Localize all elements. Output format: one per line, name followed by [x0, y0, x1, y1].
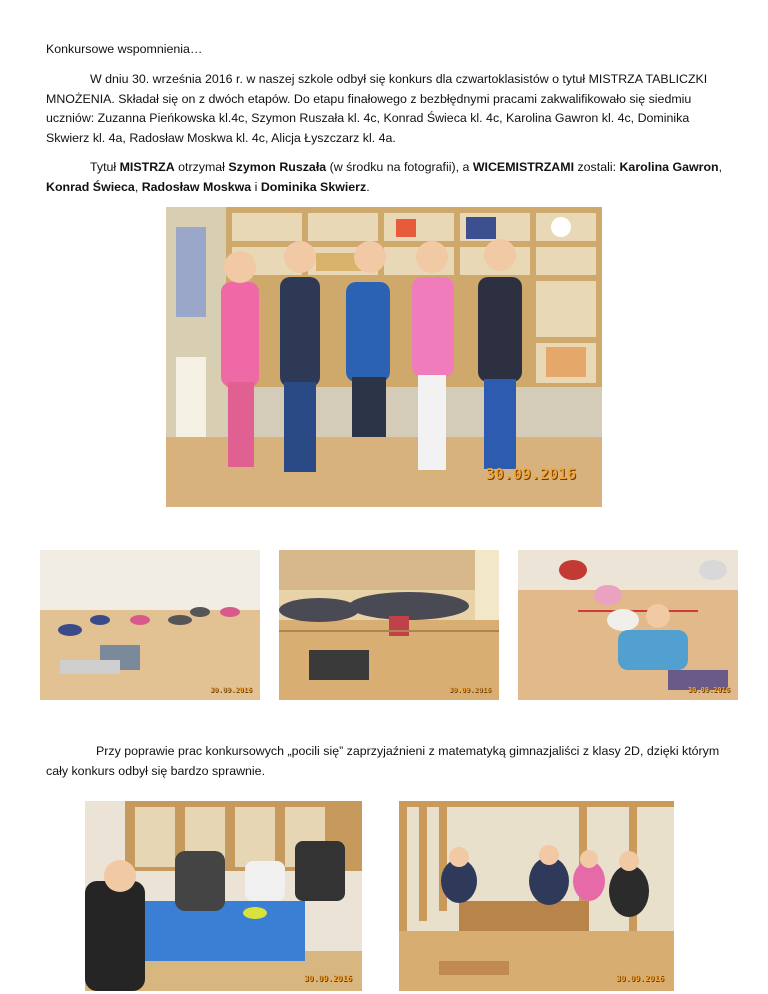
winners-photo [166, 207, 602, 507]
date-stamp: 30.09.2016 [209, 686, 252, 694]
helpers-paragraph: Przy poprawie prac konkursowych „pocili się” zaprzyjaźnieni z matematyką gimnazjaliści z klasy 2D, dzięki którym cały konkurs odbył się bardzo sprawnie. [46, 744, 720, 778]
contest-hall-photo-3 [518, 550, 738, 700]
winners-paragraph: Tytuł MISTRZA otrzymał Szymon Ruszała (w środku na fotografii), a WICEMISTRZAMI zostali: Karolina Gawron, Konrad Świeca, Radosław Moskwa i Dominika Skwierz. [46, 160, 723, 194]
page-heading: Konkursowe wspomnienia… [46, 42, 203, 56]
date-stamp: 30.09.2016 [687, 686, 730, 694]
intro-paragraph: W dniu 30. września 2016 r. w naszej szkole odbył się konkurs dla czwartoklasistów o tytuł MISTRZA TABLICZKI MNOŻENIA. Składał się on z dwóch etapów. Do etapu finałowego z bezbłędnymi pracami zakwalifikowało się siedmiu uczniów: Zuzanna Pieńkowska kl.4c, Szymon Ruszała kl. 4c, Konrad Świeca kl. 4c, Karolina Gawron kl. 4c, Dominika Skwierz kl. 4a, Radosław Moskwa kl. 4c, Alicja Łyszczarz kl. 4a. [46, 72, 708, 145]
contest-hall-photo-1 [40, 550, 260, 700]
date-stamp: 30.09.2016 [303, 974, 352, 983]
helpers-photo-1 [85, 801, 362, 991]
helpers-photo-2 [399, 801, 674, 991]
contest-hall-photo-2 [279, 550, 499, 700]
date-stamp: 30.09.2016 [448, 686, 491, 694]
date-stamp: 30.09.2016 [615, 974, 664, 983]
date-stamp: 30.09.2016 [485, 465, 576, 483]
